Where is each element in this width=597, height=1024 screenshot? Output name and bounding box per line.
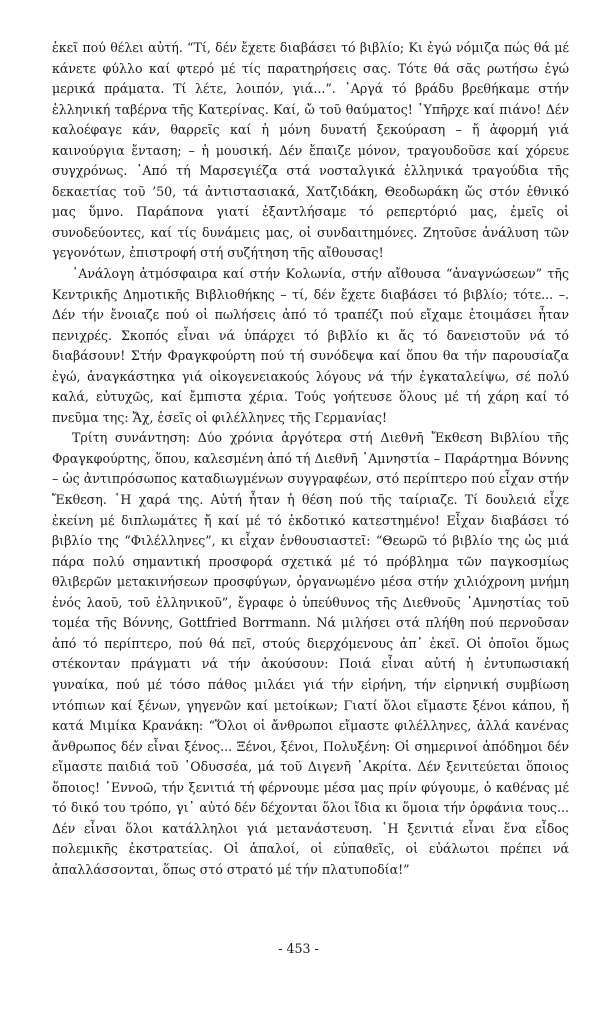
paragraph-1: ἐκεῖ πού θέλει αὐτή. “Τί, δέν ἔχετε διαβάσει τό βιβλίο; Κι ἐγώ νόμιζα πώς θά μέ κάνετε φύλλο καί φτερό μέ τίς παρατηρήσεις σας. Τότε θά σᾶς ρωτήσω ἐγώ μερικά πράματα. Τί λέτε, λοιπόν, γιά...”. ᾿Αργά τό βράδυ βρεθήκαμε στήν ἑλληνική ταβέρνα τῆς Κατερίνας. Καί, ὤ τοῦ θαύματος! ῾Υπῆρχε καί πιάνο! Δέν καλοέφαγε κάν, θαρρεῖς καί ἡ μόνη δυνατή ξεκούραση – ἤ ἀφορμή γιά καινούργια ἔνταση; – ἡ μουσική. Δέν ἔπαιζε μόνον, τραγουδοῦσε καί χόρευε συγχρόνως. ᾿Από τή Μαρσεγιέζα στά νοσταλγικά ἑλληνικά τραγούδια τῆς δεκαετίας τοῦ ’50, τά ἀντιστασιακά, Χατζιδάκη, Θεοδωράκη ὥς στόν ἐθνικό μας ὕμνο. Παράπονα γιατί ἐξαντλήσαμε τό ρεπερτόριό μας, ἐμεῖς οἱ συνοδεύοντες, καί τίς δυνάμεις μας, οἱ συνδαιτημόνες. Ζητοῦσε ἀνάλυση τῶν γεγονότων, ἐπιστροφή στή συζήτηση τῆς αἴθουσας!	[52, 40, 569, 261]
paragraph-2: ᾿Ανάλογη ἀτμόσφαιρα καί στήν Κολωνία, στήν αἴθουσα “ἀναγνώσεων” τῆς Κεντρικῆς Δημοτικῆς Βιβλιοθήκης – τί, δέν ἔχετε διαβάσει τό βιβλίο; τότε... –. Δέν τήν ἔνοιαζε πού οἱ πωλήσεις ἀπό τό τραπέζι πού εἴχαμε ἑτοιμάσει ἦταν πενιχρές. Σκοπός εἶναι νά ὑπάρχει τό βιβλίο κι ἄς τό δανειστοῦν νά τό διαβάσουν! Στήν Φραγκφούρτη πού τή συνόδεψα καί ὅπου θα τήν παρουσίαζα ἐγώ, ἀναγκάστηκα γιά οἰκογενειακούς λόγους νά τήν ἐγκαταλείψω, σέ πολύ καλά, εὐτυχῶς, καί ἔμπιστα χέρια. Τούς γοήτευσε ὅλους μέ τή χάρη καί τό πνεῦμα της: Ἄχ, ἐσεῖς οἱ φιλέλληνες τῆς Γερμανίας!	[52, 266, 569, 425]
paragraph-3: Τρίτη συνάντηση: Δύο χρόνια ἀργότερα στή Διεθνῆ Ἔκθεση Βιβλίου τῆς Φραγκφούρτης, ὅπου, καλεσμένη ἀπό τή Διεθνῆ ᾿Αμνηστία – Παράρτημα Βόννης – ὡς ἀντιπρόσωπος καταδιωγμένων συγγραφέων, στό περίπτερο πού εἶχαν στήν Ἔκθεση. ῾Η χαρά της. Αὐτή ἦταν ἡ θέση πού τῆς ταίριαζε. Τί δουλειά εἶχε ἐκείνη μέ διπλωμάτες ἤ καί μέ τό ἐκδοτικό κατεστημένο! Εἶχαν διαβάσει τό βιβλίο της “Φιλέλληνες”, κι εἶχαν ἐνθουσιαστεῖ: “Θεωρῶ τό βιβλίο της ὡς μιά πάρα πολύ σημαντική προσφορά σχετικά μέ τό πρόβλημα τῶν παγκοσμίως θλιβερῶν μετακινήσεων προσφύγων, ὀργανωμένο μέσα στήν χιλιόχρονη μνήμη ἑνός λαοῦ, τοῦ ἑλληνικοῦ”, ἔγραφε ὁ ὑπεύθυνος τῆς Διεθνοῦς ᾿Αμνηστίας τοῦ τομέα τῆς Βόννης, Gottfried Borrmann. Νά μιλήσει στά πλήθη πού περνοῦσαν ἀπό τό περίπτερο, πού θά πεῖ, στούς διερχόμενους ἀπ᾿ ἐκεῖ. Οἱ ὁποῖοι ὅμως στέκονταν πράγματι νά τήν ἀκούσουν: Ποιά εἶναι αὐτή ἡ ἐντυπωσιακή γυναίκα, πού μέ τόσο πάθος μιλάει γιά τήν εἰρήνη, τήν εἰρηνική συμβίωση ντόπιων καί ξένων, γηγενῶν καί μετοίκων; Γιατί ὅλοι εἴμαστε ξένοι κάπου, ἤ κατά Μιμίκα Κρανάκη: “Ὅλοι οἱ ἄνθρωποι εἴμαστε φιλέλληνες, ἀλλά κανένας ἄνθρωπος δέν εἶναι ξένος... Ξένοι, ξένοι, Πολυξένη: Οἱ σημερινοί ἀπόδημοι δέν εἴμαστε παιδιά τοῦ ᾿Οδυσσέα, μά τοῦ Διγενῆ ᾿Ακρίτα. Δέν ξενιτεύεται ὅποιος ὅποιος! ᾿Εννοῶ, τήν ξενιτιά τή φέρνουμε μέσα μας πρίν φύγουμε, ὁ καθένας μέ τό δικό του τρόπο, γι᾿ αὐτό δέν δέχονται ὅλοι ἴδια κι ὅμοια τήν ὀρφάνια τους... Δέν εἶναι ὅλοι κατάλληλοι γιά μετανάστευση. ῾Η ξενιτιά εἶναι ἕνα εἶδος πολεμικῆς ἐκστρατείας. Οἱ ἁπαλοί, οἱ εὐπαθεῖς, οἱ εὐάλωτοι πρέπει νά ἀπαλλάσσονται, ὅπως στό στρατό μέ τήν πλατυποδία!”	[52, 430, 569, 877]
page-number: - 453 -	[278, 941, 319, 956]
page-body	[52, 38, 569, 880]
